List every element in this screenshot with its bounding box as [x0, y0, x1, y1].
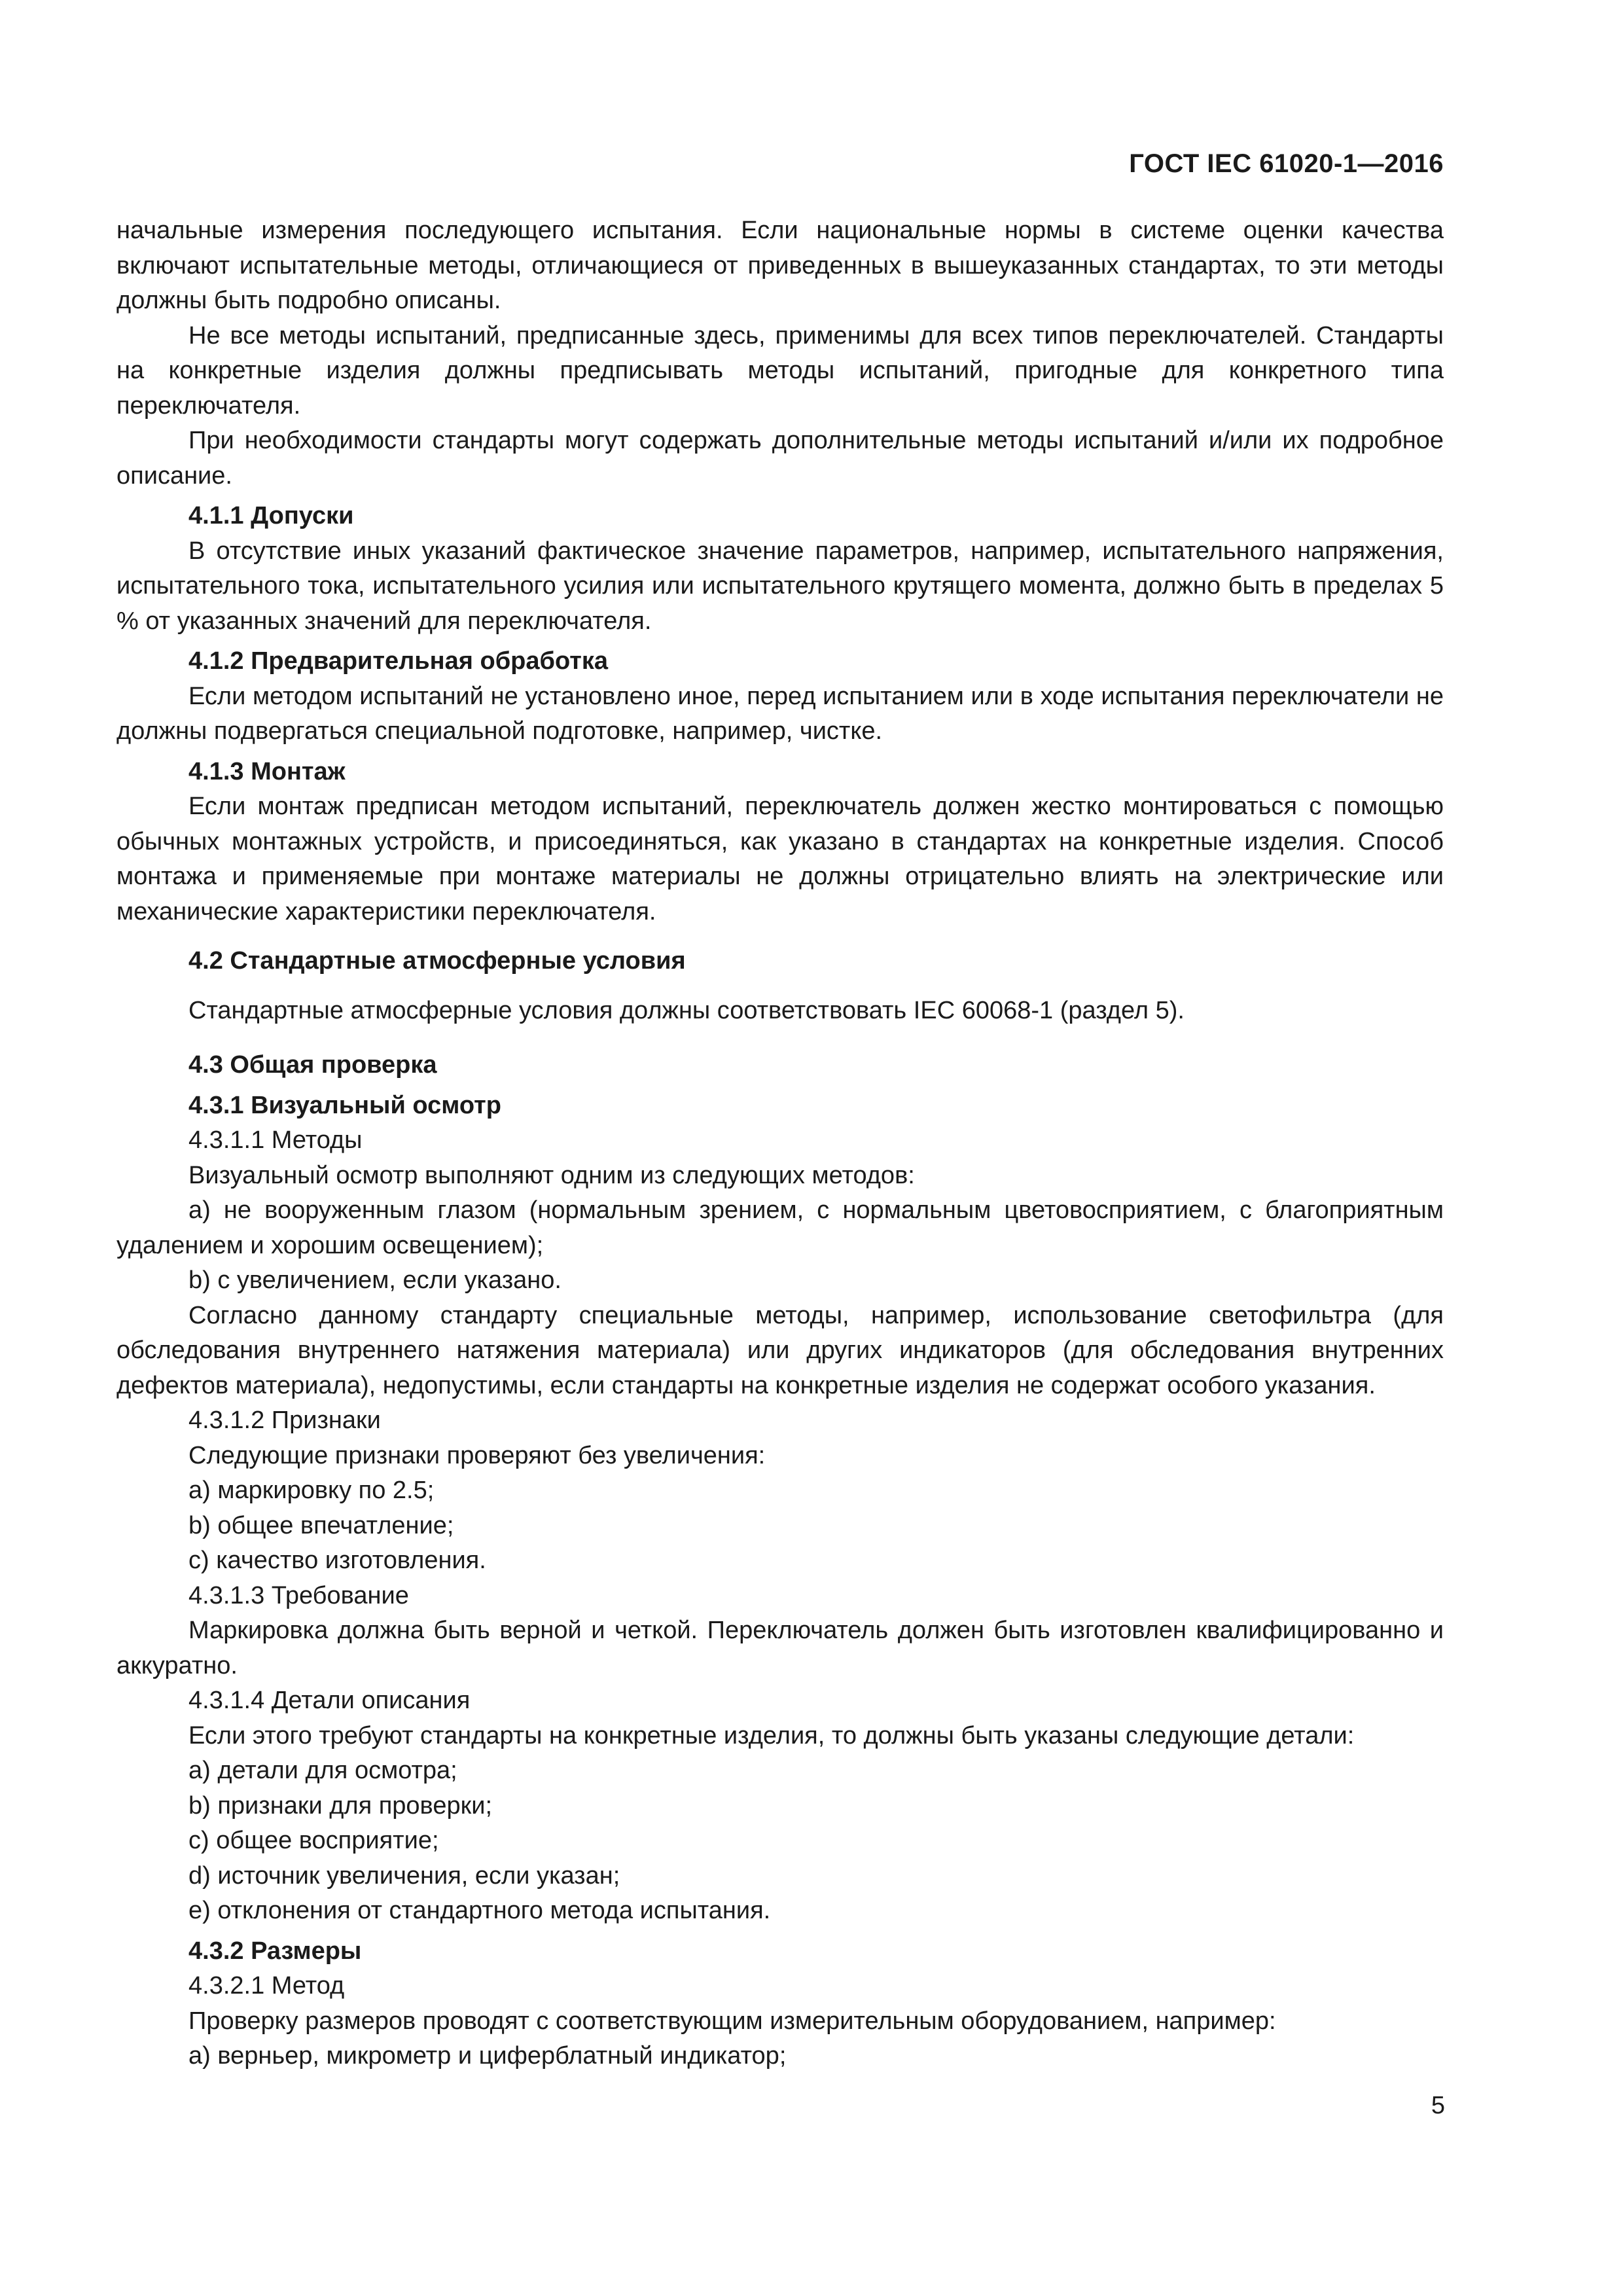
paragraph: Если этого требуют стандарты на конкретные изделия, то должны быть указаны следующие детали:: [188, 1721, 1355, 1749]
paragraph: начальные измерения последующего испытания. Если национальные нормы в системе оценки качества включают испытательные методы, отличающиеся от приведенных в вышеуказанных стандартах, то эти методы должны быть подробно описаны.: [116, 217, 1444, 314]
list-item: b) признаки для проверки;: [188, 1791, 492, 1820]
list-item: c) общее восприятие;: [188, 1827, 439, 1854]
heading-4-2: 4.2 Стандартные атмосферные условия: [188, 947, 686, 975]
list-item: c) качество изготовления.: [188, 1547, 486, 1574]
list-item: b) с увеличением, если указано.: [188, 1266, 562, 1294]
subsection-4-3-1-1: 4.3.1.1 Методы: [188, 1126, 363, 1154]
heading-4-3-2: 4.3.2 Размеры: [188, 1937, 362, 1965]
subsection-4-3-1-2: 4.3.1.2 Признаки: [188, 1407, 381, 1434]
heading-4-1-1: 4.1.1 Допуски: [188, 502, 354, 529]
list-item: e) отклонения от стандартного метода испытания.: [188, 1897, 771, 1924]
paragraph: Маркировка должна быть верной и четкой. Переключатель должен быть изготовлен квалифицированно и аккуратно.: [116, 1617, 1444, 1679]
paragraph: Стандартные атмосферные условия должны соответствовать IEC 60068-1 (раздел 5).: [188, 996, 1185, 1024]
paragraph: В отсутствие иных указаний фактическое значение параметров, например, испытательного напряжения, испытательного тока, испытательного усилия или испытательного крутящего момента, должно быть в пределах 5 % от указанных значений для переключателя.: [116, 537, 1444, 635]
list-item: a) маркировку по 2.5;: [188, 1477, 435, 1504]
paragraph: Согласно данному стандарту специальные методы, например, использование светофильтра (для обследования внутреннего натяжения материала) или других индикаторов (для обследования внутренних дефектов материала), недопустимы, если стандарты на конкретные изделия не содержат особого указания.: [116, 1301, 1444, 1399]
list-item: b) общее впечатление;: [188, 1511, 454, 1539]
list-item: a) верньер, микрометр и циферблатный индикатор;: [188, 2042, 787, 2070]
subsection-4-3-1-3: 4.3.1.3 Требование: [188, 1581, 409, 1609]
document-header-id: ГОСТ IEC 61020-1—2016: [1129, 149, 1444, 178]
paragraph: Визуальный осмотр выполняют одним из следующих методов:: [188, 1161, 915, 1189]
paragraph: Если монтаж предписан методом испытаний, переключатель должен жестко монтироваться с помощью обычных монтажных устройств, и присоединяться, как указано в стандартах на конкретные изделия. Способ монтажа и применяемые при монтаже материалы не должны отрицательно влиять на электрические или механические характеристики переключателя.: [116, 793, 1444, 925]
paragraph: Следующие признаки проверяют без увеличения:: [188, 1441, 766, 1469]
paragraph: Не все методы испытаний, предписанные здесь, применимы для всех типов переключателей. Стандарты на конкретные изделия должны предписывать методы испытаний, пригодные для конкретного типа переключателя.: [116, 321, 1444, 420]
subsection-4-3-1-4: 4.3.1.4 Детали описания: [188, 1687, 471, 1714]
paragraph: При необходимости стандарты могут содержать дополнительные методы испытаний и/или их подробное описание.: [116, 427, 1444, 490]
list-item: d) источник увеличения, если указан;: [188, 1861, 620, 1890]
heading-4-3: 4.3 Общая проверка: [188, 1051, 437, 1079]
paragraph: Если методом испытаний не установлено иное, перед испытанием или в ходе испытания переключатели не должны подвергаться специальной подготовке, например, чистке.: [116, 682, 1444, 745]
list-item: a) детали для осмотра;: [188, 1757, 457, 1784]
page-number: 5: [1431, 2092, 1445, 2119]
paragraph: Проверку размеров проводят с соответствующим измерительным оборудованием, например:: [188, 2007, 1276, 2035]
heading-4-3-1: 4.3.1 Визуальный осмотр: [188, 1091, 501, 1119]
heading-4-1-3: 4.1.3 Монтаж: [188, 757, 346, 785]
heading-4-1-2: 4.1.2 Предварительная обработка: [188, 647, 609, 675]
subsection-4-3-2-1: 4.3.2.1 Метод: [188, 1972, 345, 2000]
list-item: a) не вооруженным глазом (нормальным зрением, с нормальным цветовосприятием, с благоприятным удалением и хорошим освещением);: [116, 1196, 1444, 1259]
document-body: [116, 213, 1444, 2074]
